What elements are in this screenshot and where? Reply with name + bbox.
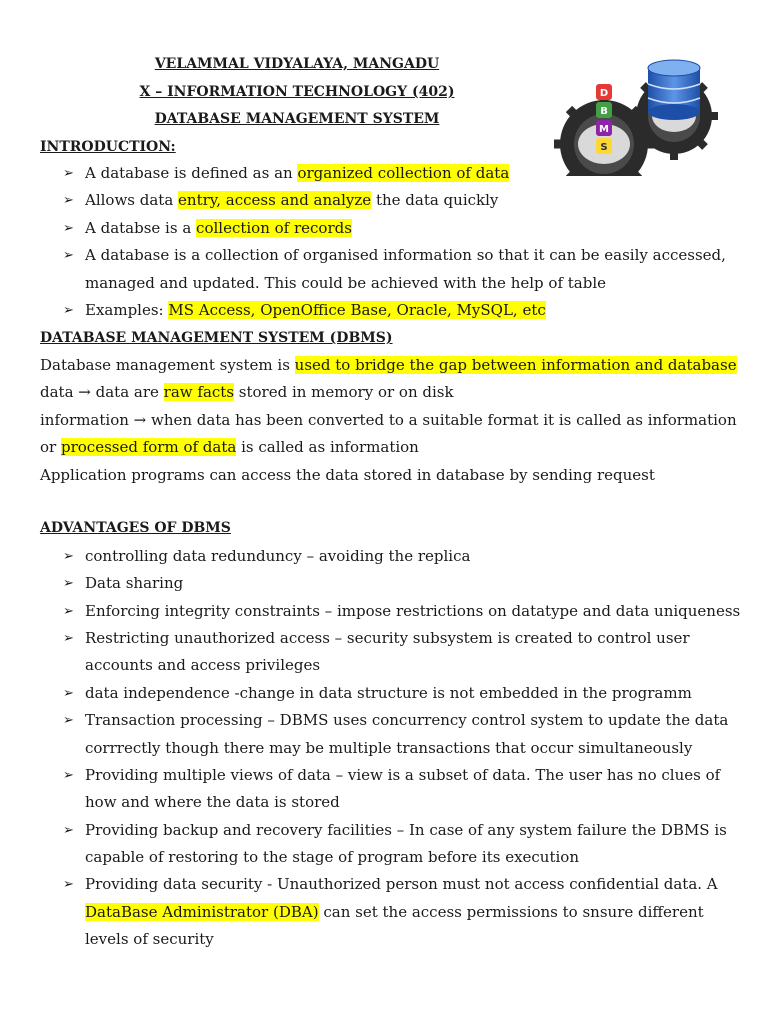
subject-title: X – INFORMATION TECHNOLOGY (402) — [139, 84, 455, 100]
intro-bullet-3: A databse is a collection of records — [85, 219, 352, 237]
svg-text:M: M — [599, 124, 609, 135]
bullet-arrow-icon: ➢ — [63, 713, 74, 728]
intro-bullet-5: Examples: MS Access, OpenOffice Base, Oracle, MySQL, etc — [85, 301, 546, 319]
advantage-item-9-line-1: Providing data security - Unauthorized person must not access confidential data. A — [85, 875, 718, 893]
bullet-arrow-icon: ➢ — [63, 193, 74, 208]
dbms-paragraph-1: Database management system is used to bridge the gap between information and database — [40, 356, 737, 374]
svg-text:D: D — [599, 88, 609, 99]
svg-text:S: S — [600, 142, 608, 153]
bullet-arrow-icon: ➢ — [63, 166, 74, 181]
advantage-item-8-line-2: capable of restoring to the stage of program before its execution — [85, 848, 579, 866]
dbms-heading: DATABASE MANAGEMENT SYSTEM (DBMS) — [40, 330, 393, 346]
advantage-item-4-line-2: accounts and access privileges — [85, 656, 321, 674]
advantage-item-9-line-2: DataBase Administrator (DBA) can set the access permissions to snsure different — [85, 903, 704, 921]
bullet-arrow-icon: ➢ — [63, 768, 74, 783]
intro-bullet-4-line-2: managed and updated. This could be achieved with the help of table — [85, 274, 607, 292]
advantages-heading: ADVANTAGES OF DBMS — [40, 520, 231, 536]
bullet-arrow-icon: ➢ — [63, 576, 74, 591]
advantage-item-9-line-3: levels of security — [85, 930, 214, 948]
intro-bullet-1: A database is defined as an organized collection of data — [85, 164, 510, 182]
svg-text:B: B — [600, 106, 608, 117]
advantage-item-7-line-1: Providing multiple views of data – view is a subset of data. The user has no clues of — [85, 766, 721, 784]
bullet-arrow-icon: ➢ — [63, 303, 74, 318]
bullet-arrow-icon: ➢ — [63, 604, 74, 619]
intro-bullet-4-line-1: A database is a collection of organised information so that it can be easily accessed, — [85, 246, 726, 264]
dbms-paragraph-2: data → data are raw facts stored in memory or on disk — [40, 383, 454, 401]
bullet-arrow-icon: ➢ — [63, 877, 74, 892]
school-name: VELAMMAL VIDYALAYA, MANGADU — [154, 56, 440, 72]
database-gears-illustration — [548, 54, 720, 176]
dbms-paragraph-3: information → when data has been converted to a suitable format it is called as information — [40, 411, 737, 429]
intro-heading: INTRODUCTION: — [40, 139, 176, 155]
advantage-item-2: Data sharing — [85, 574, 184, 592]
bullet-arrow-icon: ➢ — [63, 631, 74, 646]
dbms-paragraph-5: Application programs can access the data stored in database by sending request — [40, 466, 655, 484]
bullet-arrow-icon: ➢ — [63, 248, 74, 263]
advantage-item-6-line-2: corrrectly though there may be multiple transactions that occur simultaneously — [85, 739, 693, 757]
advantage-item-3: Enforcing integrity constraints – impose restrictions on datatype and data uniqueness — [85, 602, 741, 620]
bullet-arrow-icon: ➢ — [63, 549, 74, 564]
topic-title: DATABASE MANAGEMENT SYSTEM — [154, 111, 440, 127]
advantage-item-4-line-1: Restricting unauthorized access – security subsystem is created to control user — [85, 629, 690, 647]
bullet-arrow-icon: ➢ — [63, 823, 74, 838]
advantage-item-1: controlling data redunduncy – avoiding the replica — [85, 547, 471, 565]
advantage-item-8-line-1: Providing backup and recovery facilities – In case of any system failure the DBMS is — [85, 821, 727, 839]
bullet-arrow-icon: ➢ — [63, 221, 74, 236]
bullet-arrow-icon: ➢ — [63, 686, 74, 701]
database-cylinder-icon — [648, 60, 700, 120]
dbms-paragraph-4: or processed form of data is called as information — [40, 438, 419, 456]
advantage-item-7-line-2: how and where the data is stored — [85, 793, 340, 811]
advantage-item-5: data independence -change in data structure is not embedded in the programm — [85, 684, 692, 702]
advantage-item-6-line-1: Transaction processing – DBMS uses concurrency control system to update the data — [85, 711, 729, 729]
intro-bullet-2: Allows data entry, access and analyze the data quickly — [85, 191, 499, 209]
